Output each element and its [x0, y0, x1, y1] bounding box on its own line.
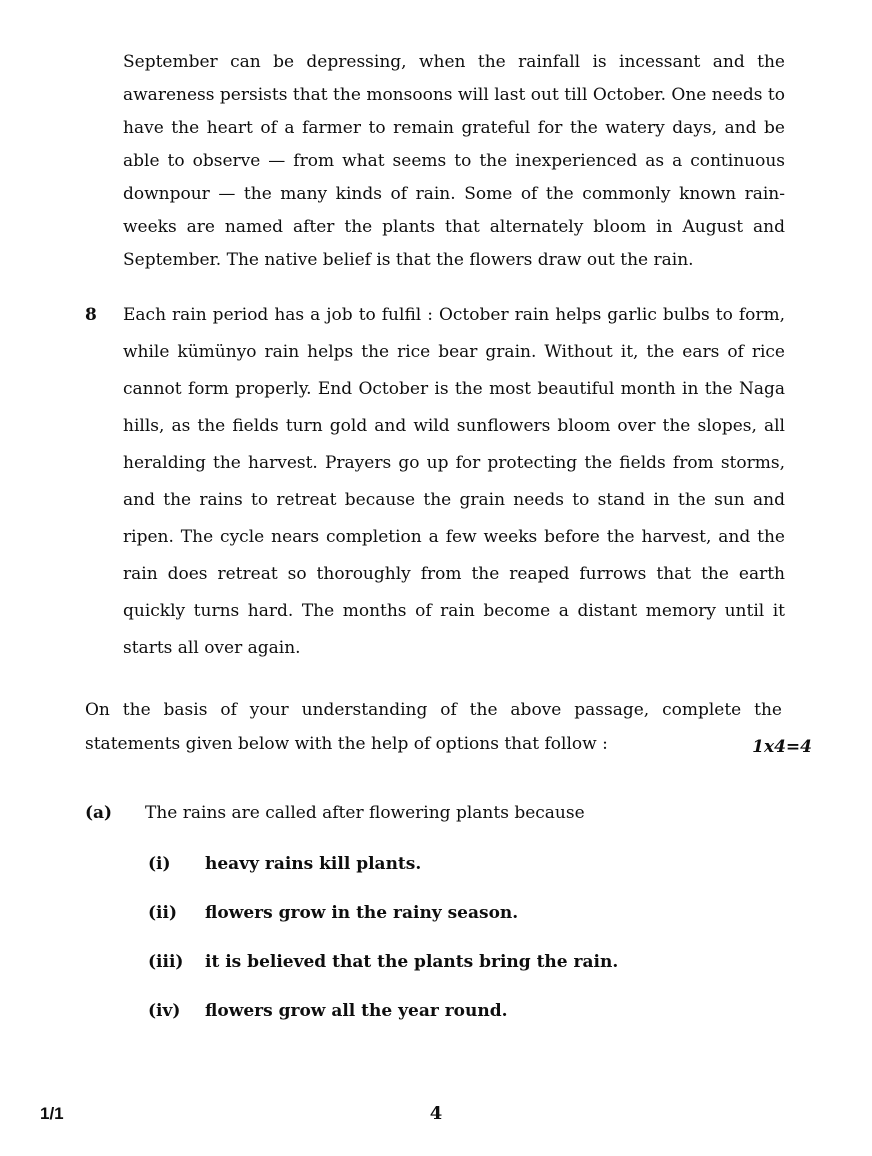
- option-iv: [148, 995, 785, 1028]
- page-content: [85, 46, 812, 1044]
- paragraph-text: Each rain period has a job to fulfil : October rain helps garlic bulbs to form, while kümünyo rain helps the rice bear grain. Without it, the ears of rice cannot form properly. End October is the most beautiful month in the Naga hills, as the fields turn gold and wild sunflowers bloom over the slopes, all heralding the harvest. Prayers go up for protecting the fields from storms, and the rains to retreat because the grain needs to stand in the sun and ripen. The cycle nears completion a few weeks before the harvest, and the rain does retreat so thoroughly from the reaped furrows that the earth quickly turns hard. The months of rain become a distant memory until it starts all over again.: [123, 305, 785, 658]
- option-label: (iv): [148, 1001, 181, 1021]
- passage-paragraph-continuation: [85, 46, 785, 277]
- option-label: (i): [148, 854, 171, 874]
- option-label: (ii): [148, 903, 178, 923]
- page-number: 4: [429, 1103, 443, 1124]
- option-text: it is believed that the plants bring the rain.: [205, 952, 619, 972]
- paper-code: 1/1: [40, 1104, 64, 1123]
- passage-paragraph-8: [85, 297, 785, 667]
- question-a: [85, 797, 785, 1028]
- options-list: [148, 848, 785, 1028]
- option-label: (iii): [148, 952, 184, 972]
- question-label: (a): [85, 803, 113, 823]
- paragraph-number: 8: [85, 305, 97, 325]
- option-text: flowers grow all the year round.: [205, 1001, 508, 1021]
- instruction-block: [85, 693, 812, 761]
- instruction-text: On the basis of your understanding of the above passage, complete the statements given below with the help of options that follow :: [85, 700, 782, 754]
- question-text: The rains are called after flowering plants because: [145, 803, 585, 823]
- marks-label: 1x4=4: [752, 737, 812, 757]
- option-iii: [148, 946, 785, 979]
- option-text: heavy rains kill plants.: [205, 854, 422, 874]
- question-a-stem: [85, 797, 785, 830]
- option-ii: [148, 897, 785, 930]
- paragraph-number: [85, 46, 123, 277]
- option-text: flowers grow in the rainy season.: [205, 903, 519, 923]
- option-i: [148, 848, 785, 881]
- paragraph-text: September can be depressing, when the rainfall is incessant and the awareness persists that the monsoons will last out till October. One needs to have the heart of a farmer to remain grateful for the watery days, and be able to observe — from what seems to the inexperienced as a continuous downpour — the many kinds of rain. Some of the commonly known rain-weeks are named after the plants that alternately bloom in August and September. The native belief is that the flowers draw out the rain.: [123, 52, 785, 270]
